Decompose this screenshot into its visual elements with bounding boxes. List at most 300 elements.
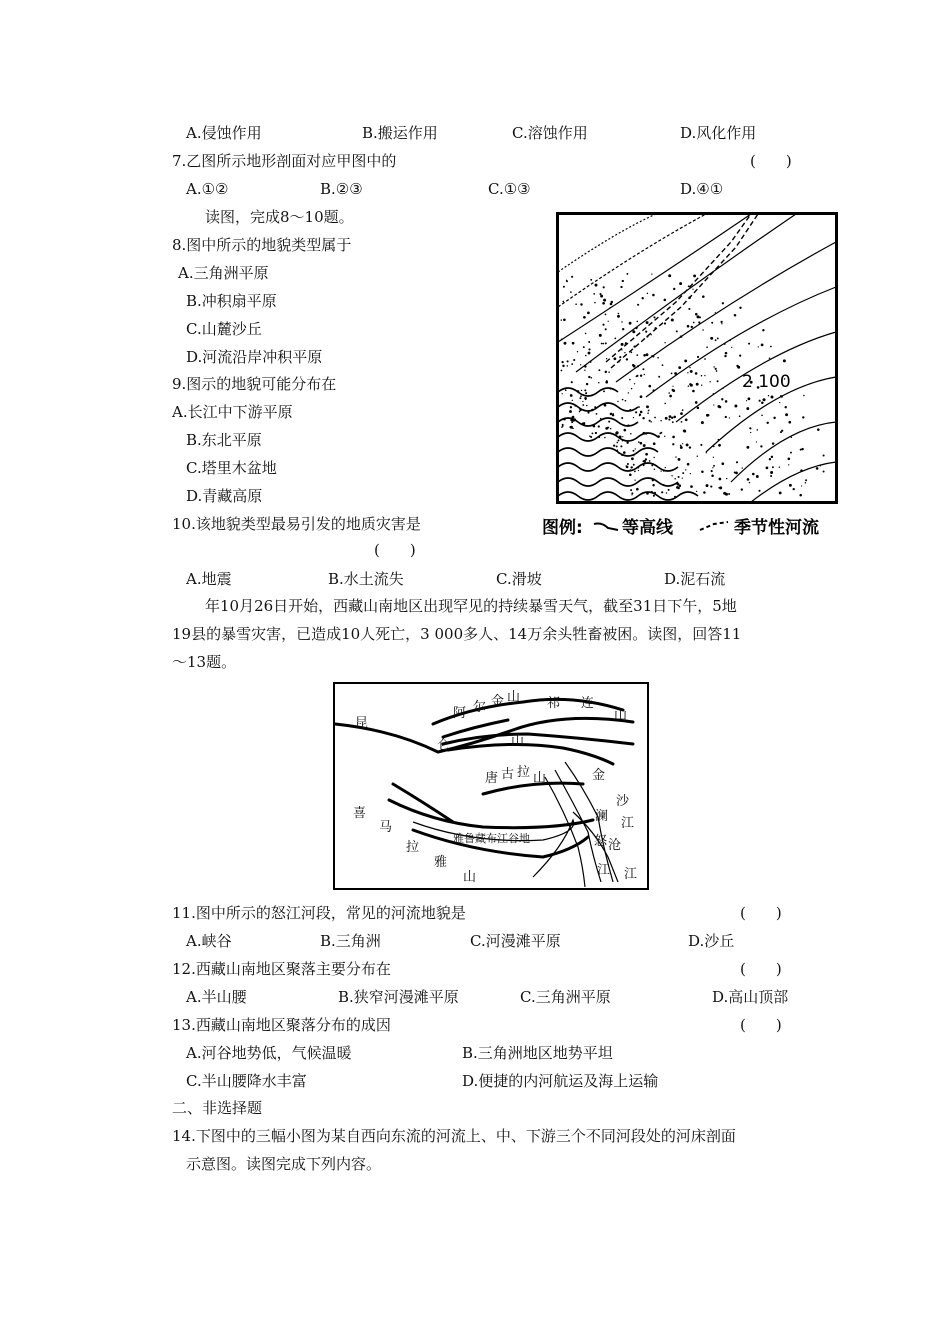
label-a: 阿 bbox=[453, 706, 467, 721]
sediment-dot bbox=[652, 355, 654, 357]
sediment-dot bbox=[801, 448, 803, 450]
q11-option-d: D.沙丘 bbox=[688, 932, 735, 950]
sediment-dot bbox=[695, 401, 698, 404]
sediment-dot bbox=[642, 368, 644, 370]
sediment-dot bbox=[625, 400, 627, 402]
sediment-dot bbox=[617, 401, 618, 402]
sediment-dot bbox=[593, 293, 595, 295]
q13-stem: 13.西藏山南地区聚落分布的成因 bbox=[172, 1016, 391, 1034]
q7-answer-blank: ( ) bbox=[750, 152, 792, 170]
sediment-dot bbox=[713, 465, 715, 467]
sediment-dot bbox=[599, 334, 602, 337]
q12-option-a: A.半山腰 bbox=[186, 988, 247, 1006]
sediment-dot bbox=[603, 286, 605, 288]
sediment-dot bbox=[572, 419, 575, 422]
sediment-dot bbox=[633, 345, 635, 347]
sediment-dot bbox=[739, 354, 741, 356]
sediment-dot bbox=[604, 437, 605, 438]
label-ya: 雅 bbox=[434, 855, 448, 870]
sediment-dot bbox=[683, 430, 686, 433]
sediment-dot bbox=[661, 491, 663, 493]
sediment-dot bbox=[729, 417, 730, 418]
sediment-dot bbox=[651, 273, 652, 274]
sediment-dot bbox=[638, 406, 639, 407]
sediment-dot bbox=[630, 351, 632, 353]
sediment-dot bbox=[626, 466, 629, 469]
sediment-dot bbox=[761, 415, 763, 417]
sediment-dot bbox=[614, 338, 616, 340]
label-shan-3: 山 bbox=[511, 734, 525, 749]
sediment-dot bbox=[702, 329, 704, 331]
sediment-dot bbox=[621, 417, 623, 419]
sediment-dot bbox=[664, 322, 666, 324]
sediment-dot bbox=[756, 441, 757, 442]
sediment-dot bbox=[760, 445, 762, 447]
sediment-dot bbox=[688, 296, 691, 299]
sediment-dot bbox=[595, 432, 597, 434]
sediment-dot bbox=[725, 352, 728, 355]
sediment-dot bbox=[626, 358, 628, 360]
sediment-dot bbox=[602, 302, 605, 305]
sediment-dot bbox=[785, 413, 788, 416]
sediment-dot bbox=[621, 454, 623, 456]
sediment-dot bbox=[695, 372, 698, 375]
sediment-dot bbox=[679, 484, 682, 487]
label-tang: 唐 bbox=[485, 771, 499, 786]
passage-line-3: ～13题。 bbox=[172, 653, 237, 671]
sediment-dot bbox=[562, 424, 564, 426]
sediment-dot bbox=[622, 436, 623, 437]
sediment-dot bbox=[570, 406, 572, 408]
sediment-dot bbox=[575, 303, 577, 305]
sediment-dot bbox=[762, 329, 764, 331]
sediment-dot bbox=[602, 324, 604, 326]
sediment-dot bbox=[717, 380, 719, 382]
passage-line-1: 年10月26日开始，西藏山南地区出现罕见的持续暴雪天气，截至31日下午，5地 bbox=[205, 597, 737, 615]
sediment-dot bbox=[565, 389, 567, 391]
sediment-dot bbox=[617, 315, 620, 318]
sediment-dot bbox=[629, 322, 632, 325]
sediment-dot bbox=[637, 321, 639, 323]
tibet-mountains-map bbox=[333, 682, 649, 890]
sediment-dot bbox=[766, 422, 768, 424]
sediment-dot bbox=[682, 443, 683, 444]
sediment-dot bbox=[802, 416, 804, 418]
sediment-dot bbox=[599, 293, 601, 295]
sediment-dot bbox=[713, 393, 714, 394]
q7-option-b: B.②③ bbox=[320, 180, 363, 198]
sediment-dot bbox=[639, 415, 640, 416]
sediment-dot bbox=[747, 478, 750, 481]
sediment-dot bbox=[718, 444, 721, 447]
sediment-dot bbox=[651, 464, 653, 466]
sediment-dot bbox=[636, 354, 638, 356]
sediment-dot bbox=[636, 488, 639, 491]
sediment-dot bbox=[580, 364, 581, 365]
sediment-dot bbox=[648, 385, 651, 388]
sediment-dot bbox=[771, 396, 774, 399]
fan-map-legend bbox=[540, 512, 852, 540]
sediment-dot bbox=[605, 371, 607, 373]
sediment-dot bbox=[785, 406, 787, 408]
sediment-dot bbox=[702, 295, 705, 298]
sediment-dot bbox=[561, 370, 563, 372]
sediment-dot bbox=[643, 354, 646, 357]
sediment-dot bbox=[710, 337, 713, 340]
sediment-dot bbox=[622, 328, 624, 330]
label-er: 尔 bbox=[473, 700, 487, 715]
legend-prefix: 图例: bbox=[542, 518, 583, 538]
sediment-dot bbox=[594, 406, 596, 408]
sediment-dot bbox=[680, 412, 683, 415]
sediment-dot bbox=[638, 441, 640, 443]
sediment-dot bbox=[682, 477, 683, 478]
q10-answer-blank: ( ) bbox=[374, 541, 416, 559]
sediment-dot bbox=[633, 365, 636, 368]
sediment-dot bbox=[666, 492, 667, 493]
sediment-dot bbox=[716, 370, 718, 372]
sediment-dot bbox=[624, 344, 626, 346]
q9-option-c: C.塔里木盆地 bbox=[186, 459, 277, 477]
sediment-dot bbox=[654, 327, 656, 329]
sediment-dot bbox=[779, 491, 782, 494]
q10-option-a: A.地震 bbox=[186, 570, 232, 588]
sediment-dot bbox=[783, 359, 786, 362]
sediment-dot bbox=[662, 364, 664, 366]
sediment-dot bbox=[572, 342, 575, 345]
sediment-dot bbox=[595, 284, 598, 287]
sediment-dot bbox=[603, 299, 606, 302]
sediment-dot bbox=[645, 331, 647, 333]
sediment-dot bbox=[651, 491, 653, 493]
sediment-dot bbox=[624, 352, 625, 353]
q11-option-b: B.三角洲 bbox=[320, 932, 381, 950]
sediment-dot bbox=[643, 432, 646, 435]
sediment-dot bbox=[696, 383, 699, 386]
sediment-dot bbox=[697, 407, 700, 410]
sediment-dot bbox=[680, 445, 682, 447]
q7-option-a: A.①② bbox=[186, 180, 229, 198]
q10-option-b: B.水土流失 bbox=[328, 570, 404, 588]
sediment-dot bbox=[610, 428, 611, 429]
sediment-dot bbox=[646, 492, 649, 495]
sediment-dot bbox=[586, 405, 588, 407]
sediment-dot bbox=[687, 372, 688, 373]
q13-answer-blank: ( ) bbox=[740, 1016, 782, 1034]
q13-option-c: C.半山腰降水丰富 bbox=[186, 1072, 307, 1090]
sediment-dot bbox=[588, 376, 590, 378]
sediment-dot bbox=[711, 475, 714, 478]
sediment-dot bbox=[746, 446, 749, 449]
sediment-dot bbox=[723, 492, 726, 495]
sediment-dot bbox=[582, 404, 584, 406]
sediment-dot bbox=[631, 388, 632, 389]
sediment-dot bbox=[685, 418, 688, 421]
sediment-dot bbox=[739, 415, 741, 417]
label-shan-1: 山 bbox=[507, 690, 521, 705]
sediment-dot bbox=[577, 351, 578, 352]
label-gu: 古 bbox=[501, 767, 515, 782]
label-xi: 喜 bbox=[353, 806, 367, 821]
q11-stem: 11.图中所示的怒江河段，常见的河流地貌是 bbox=[172, 904, 466, 922]
sediment-dot bbox=[682, 472, 684, 474]
sediment-dot bbox=[724, 343, 726, 345]
sediment-dot bbox=[640, 395, 643, 398]
sediment-dot bbox=[619, 435, 622, 438]
sediment-dot bbox=[669, 415, 672, 418]
sediment-dot bbox=[687, 325, 690, 328]
sediment-dot bbox=[633, 455, 634, 456]
intro-8-10: 读图，完成8～10题。 bbox=[205, 208, 354, 226]
sediment-dot bbox=[692, 390, 695, 393]
q14-line-1: 14.下图中的三幅小图为某自西向东流的河流上、中、下游三个不同河段处的河床剖面 bbox=[172, 1127, 736, 1145]
sediment-dot bbox=[742, 467, 743, 468]
sediment-dot bbox=[653, 442, 656, 445]
sediment-dot bbox=[598, 436, 600, 438]
sediment-dot bbox=[672, 436, 675, 439]
sediment-dot bbox=[675, 456, 676, 457]
sediment-dot bbox=[679, 282, 682, 285]
sediment-dot bbox=[736, 365, 738, 367]
sediment-dot bbox=[585, 392, 587, 394]
sediment-dot bbox=[690, 384, 693, 387]
sediment-dot bbox=[664, 436, 665, 437]
sediment-dot bbox=[671, 319, 674, 322]
sediment-dot bbox=[580, 395, 582, 397]
sediment-dot bbox=[788, 421, 791, 424]
sediment-dot bbox=[673, 288, 675, 290]
sediment-dot bbox=[616, 442, 618, 444]
sediment-dot bbox=[653, 457, 654, 458]
sediment-dot bbox=[668, 489, 670, 491]
sediment-dot bbox=[626, 273, 628, 275]
sediment-dot bbox=[711, 470, 713, 472]
tibet-map-frame bbox=[334, 683, 648, 889]
sediment-dot bbox=[590, 279, 592, 281]
sediment-dot bbox=[689, 367, 690, 368]
sediment-dot bbox=[768, 395, 769, 396]
sediment-dot bbox=[653, 495, 655, 497]
sediment-dot bbox=[598, 425, 600, 427]
sediment-dot bbox=[746, 407, 749, 410]
sediment-dot bbox=[621, 321, 622, 322]
sediment-dot bbox=[591, 409, 594, 412]
sediment-dot bbox=[622, 440, 623, 441]
sediment-dot bbox=[594, 302, 596, 304]
sediment-dot bbox=[669, 395, 672, 398]
sediment-dot bbox=[758, 490, 760, 492]
sediment-dot bbox=[673, 416, 676, 419]
sediment-dot bbox=[562, 393, 563, 394]
sediment-dot bbox=[631, 492, 633, 494]
q6-option-a: A.侵蚀作用 bbox=[186, 124, 262, 142]
q9-option-a: A.长江中下游平原 bbox=[172, 403, 293, 421]
sediment-dot bbox=[682, 409, 684, 411]
fan-map-frame bbox=[558, 214, 837, 503]
sediment-dot bbox=[766, 467, 769, 470]
sediment-dot bbox=[696, 491, 697, 492]
sediment-dot bbox=[700, 444, 702, 446]
sediment-dot bbox=[665, 467, 666, 468]
contour-legend-icon bbox=[594, 524, 618, 531]
sediment-dot bbox=[715, 368, 717, 370]
label-la-2: 拉 bbox=[406, 840, 420, 855]
sediment-dot bbox=[649, 420, 651, 422]
sediment-dot bbox=[788, 458, 791, 461]
sediment-dot bbox=[616, 445, 618, 447]
sediment-dot bbox=[580, 303, 582, 305]
sediment-dot bbox=[704, 358, 706, 360]
sediment-dot bbox=[637, 467, 639, 469]
sediment-dot bbox=[687, 463, 690, 466]
sediment-dot bbox=[626, 442, 628, 444]
sediment-dot bbox=[817, 428, 820, 431]
sediment-dot bbox=[584, 370, 585, 371]
sediment-dot bbox=[652, 484, 654, 486]
elevation-label: 2 100 bbox=[742, 372, 791, 392]
sediment-dot bbox=[757, 429, 759, 431]
sediment-dot bbox=[582, 401, 583, 402]
legend-river: 季节性河流 bbox=[734, 518, 819, 538]
sediment-dot bbox=[563, 318, 566, 321]
sediment-dot bbox=[695, 313, 698, 316]
sediment-dot bbox=[605, 328, 607, 330]
sediment-dot bbox=[729, 340, 731, 342]
sediment-dot bbox=[726, 478, 727, 479]
q11-option-a: A.峡谷 bbox=[186, 932, 232, 950]
label-lan: 澜 bbox=[595, 809, 609, 824]
sediment-dot bbox=[587, 312, 590, 315]
sediment-dot bbox=[634, 479, 635, 480]
sediment-dot bbox=[603, 390, 605, 392]
sediment-dot bbox=[671, 417, 673, 419]
q8-option-b: B.冲积扇平原 bbox=[186, 292, 277, 310]
sediment-dot bbox=[585, 333, 587, 335]
sediment-dot bbox=[756, 475, 759, 478]
sediment-dot bbox=[629, 474, 632, 477]
sediment-dot bbox=[706, 346, 708, 348]
sediment-dot bbox=[566, 280, 567, 281]
sediment-dot bbox=[701, 421, 704, 424]
q10-option-c: C.滑坡 bbox=[496, 570, 542, 588]
sediment-dot bbox=[731, 347, 732, 348]
sediment-dot bbox=[608, 421, 610, 423]
sediment-dot bbox=[660, 420, 661, 421]
sediment-dot bbox=[674, 496, 676, 498]
sediment-dot bbox=[589, 435, 591, 437]
q12-option-d: D.高山顶部 bbox=[712, 988, 789, 1006]
sediment-dot bbox=[772, 466, 774, 468]
sediment-dot bbox=[607, 427, 609, 429]
sediment-dot bbox=[579, 411, 581, 413]
sediment-dot bbox=[799, 494, 802, 497]
label-lian: 连 bbox=[581, 696, 595, 711]
sediment-dot bbox=[791, 437, 792, 438]
sediment-dot bbox=[584, 389, 586, 391]
sediment-dot bbox=[734, 314, 737, 317]
sediment-dot bbox=[668, 392, 670, 394]
sediment-dot bbox=[643, 444, 646, 447]
sediment-dot bbox=[645, 453, 648, 456]
sediment-dot bbox=[672, 386, 673, 387]
sediment-dot bbox=[588, 348, 590, 350]
sediment-dot bbox=[631, 494, 632, 495]
sediment-dot bbox=[635, 448, 636, 449]
sediment-dot bbox=[734, 405, 737, 408]
sediment-dot bbox=[781, 430, 783, 432]
label-shan-5: 山 bbox=[463, 870, 477, 885]
sediment-dot bbox=[771, 456, 773, 458]
sediment-dot bbox=[779, 402, 780, 403]
sediment-dot bbox=[789, 484, 792, 487]
sediment-dot bbox=[606, 380, 608, 382]
sediment-dot bbox=[779, 466, 780, 467]
sediment-dot bbox=[762, 399, 764, 401]
sediment-dot bbox=[621, 349, 622, 350]
sediment-dot bbox=[638, 334, 639, 335]
sediment-dot bbox=[584, 365, 586, 367]
sediment-dot bbox=[629, 379, 631, 381]
sediment-dot bbox=[610, 413, 613, 416]
sediment-dot bbox=[671, 475, 672, 476]
sediment-dot bbox=[805, 482, 807, 484]
q12-option-c: C.三角洲平原 bbox=[520, 988, 611, 1006]
sediment-dot bbox=[591, 432, 593, 434]
sediment-dot bbox=[613, 444, 615, 446]
sediment-dot bbox=[627, 463, 629, 465]
sediment-dot bbox=[718, 439, 720, 441]
sediment-dot bbox=[598, 369, 600, 371]
sediment-dot bbox=[663, 484, 665, 486]
sediment-dot bbox=[693, 274, 696, 277]
sediment-dot bbox=[651, 334, 652, 335]
sediment-dot bbox=[654, 468, 656, 470]
sediment-dot bbox=[618, 361, 620, 363]
sediment-dot bbox=[805, 479, 807, 481]
sediment-dot bbox=[628, 392, 629, 393]
q12-answer-blank: ( ) bbox=[740, 960, 782, 978]
sediment-dot bbox=[770, 475, 772, 477]
sediment-dot bbox=[711, 322, 713, 324]
sediment-dot bbox=[581, 390, 582, 391]
sediment-dot bbox=[710, 486, 712, 488]
sediment-dot bbox=[721, 398, 723, 400]
sediment-dot bbox=[575, 405, 576, 406]
sediment-dot bbox=[725, 416, 727, 418]
sediment-dot bbox=[609, 307, 611, 309]
sediment-dot bbox=[657, 435, 660, 438]
sediment-dot bbox=[562, 301, 564, 303]
sediment-dot bbox=[654, 417, 656, 419]
sediment-dot bbox=[707, 414, 709, 416]
sediment-dot bbox=[583, 316, 586, 319]
sediment-dot bbox=[680, 446, 683, 449]
sediment-dot bbox=[720, 321, 722, 323]
sediment-dot bbox=[713, 446, 715, 448]
sediment-dot bbox=[564, 342, 567, 345]
sediment-dot bbox=[681, 421, 683, 423]
sediment-dot bbox=[579, 397, 581, 399]
sediment-dot bbox=[680, 335, 683, 338]
sediment-dot bbox=[741, 488, 743, 490]
sediment-dot bbox=[618, 452, 620, 454]
seasonal-river-legend-icon bbox=[700, 522, 728, 530]
sediment-dot bbox=[646, 336, 648, 338]
sediment-dot bbox=[664, 403, 666, 405]
sediment-dot bbox=[642, 297, 644, 299]
q10-option-d: D.泥石流 bbox=[664, 570, 726, 588]
sediment-dot bbox=[630, 489, 632, 491]
